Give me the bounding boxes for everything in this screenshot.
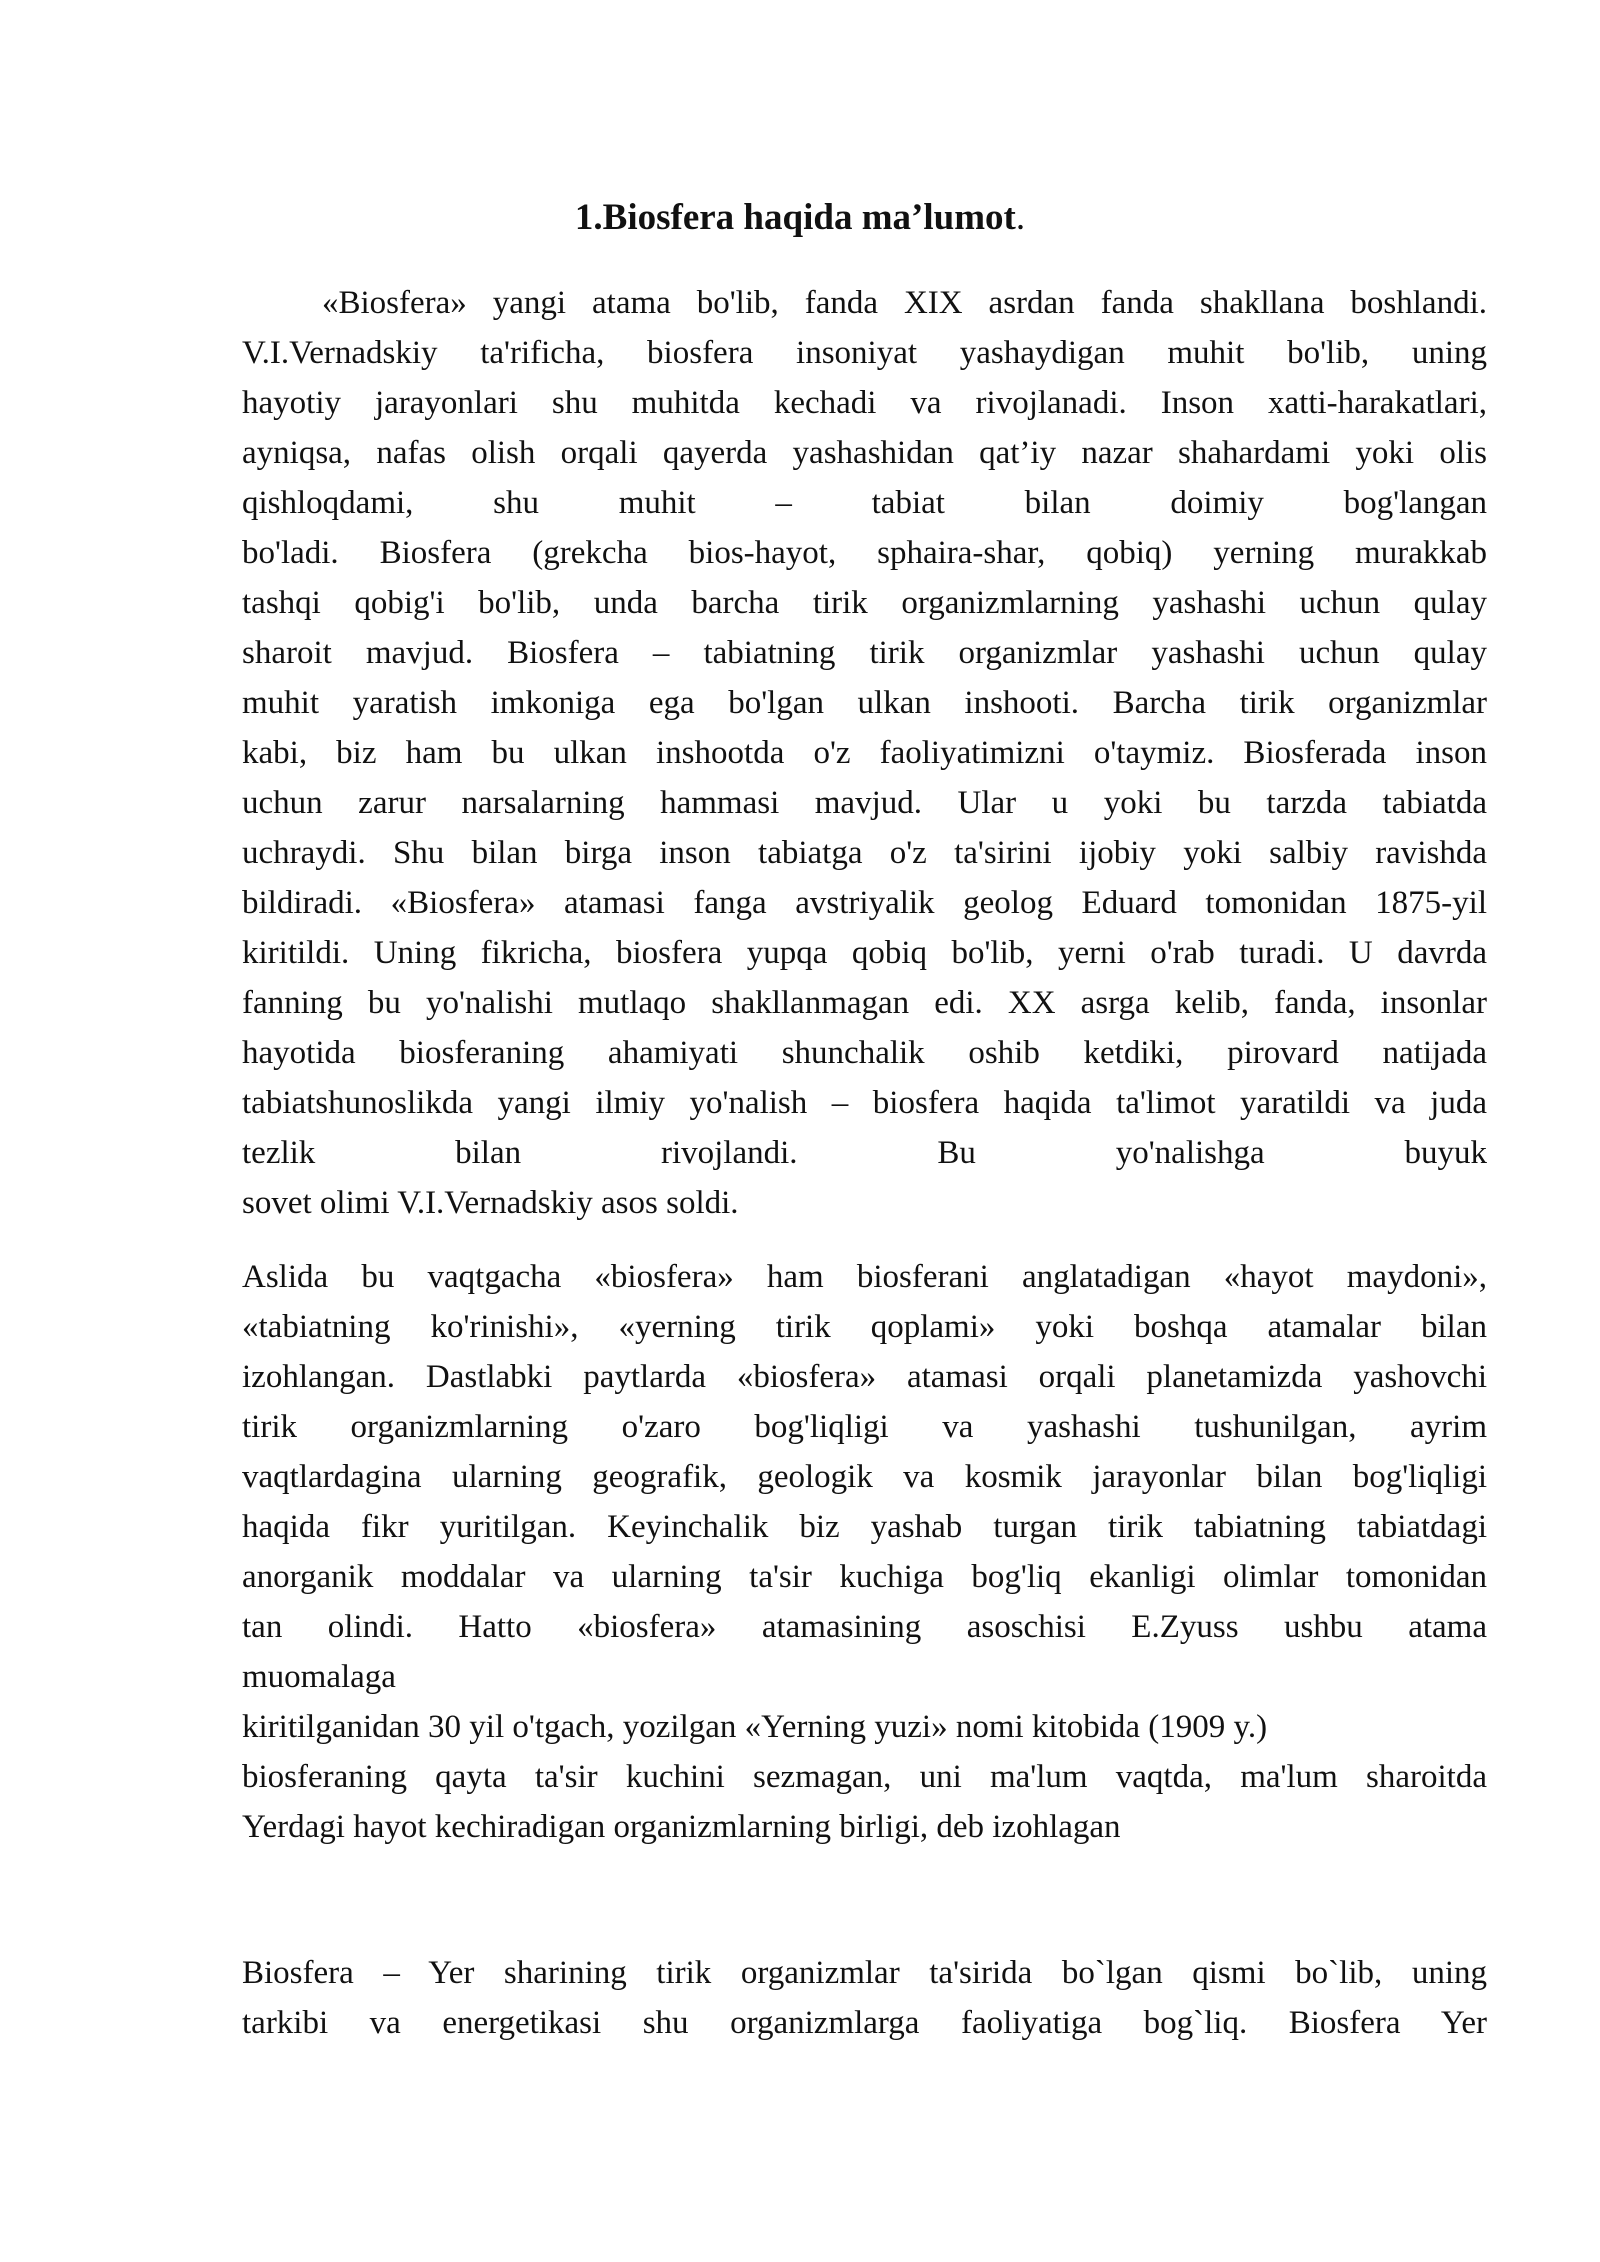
paragraph-line: tezlik bilan rivojlandi. Bu yo'nalishga buyuk	[242, 1135, 1487, 1171]
paragraph-line: tarkibi va energetikasi shu organizmlarga faoliyatiga bog`liq. Biosfera Yer	[242, 2005, 1487, 2041]
paragraph-line: uchun zarur narsalarning hammasi mavjud. Ular u yoki bu tarzda tabiatda	[242, 785, 1487, 821]
paragraph-line: tan olindi. Hatto «biosfera» atamasining asoschisi E.Zyuss ushbu atama	[242, 1609, 1487, 1645]
paragraph-line: tashqi qobig'i bo'lib, unda barcha tirik organizmlarning yashashi uchun qulay	[242, 585, 1487, 621]
paragraph-3	[242, 1948, 1487, 2048]
paragraph-line: kiritildi. Uning fikricha, biosfera yupqa qobiq bo'lib, yerni o'rab turadi. U davrda	[242, 935, 1487, 971]
paragraph-line: hayotida biosferaning ahamiyati shunchalik oshib ketdiki, pirovard natijada	[242, 1035, 1487, 1071]
paragraph-line: biosferaning qayta ta'sir kuchini sezmagan, uni ma'lum vaqtda, ma'lum sharoitda	[242, 1759, 1487, 1795]
paragraph-line: tabiatshunoslikda yangi ilmiy yo'nalish – biosfera haqida ta'limot yaratildi va juda	[242, 1085, 1487, 1121]
paragraph-1	[242, 278, 1487, 1228]
paragraph-line: Yerdagi hayot kechiradigan organizmlarning birligi, deb izohlagan	[242, 1809, 1121, 1845]
paragraph-line: «tabiatning ko'rinishi», «yerning tirik qoplami» yoki boshqa atamalar bilan	[242, 1309, 1487, 1345]
paragraph-line: V.I.Vernadskiy ta'rificha, biosfera insoniyat yashaydigan muhit bo'lib, uning	[242, 335, 1487, 371]
paragraph-line: tirik organizmlarning o'zaro bog'liqligi va yashashi tushunilgan, ayrim	[242, 1409, 1487, 1445]
paragraph-line: kiritilganidan 30 yil o'tgach, yozilgan «Yerning yuzi» nomi kitobida (1909 y.)	[242, 1709, 1268, 1745]
paragraph-line: Biosfera – Yer sharining tirik organizmlar ta'sirida bo`lgan qismi bo`lib, uning	[242, 1955, 1487, 1991]
paragraph-line: fanning bu yo'nalishi mutlaqo shakllanmagan edi. XX asrga kelib, fanda, insonlar	[242, 985, 1487, 1021]
paragraph-line: bildiradi. «Biosfera» atamasi fanga avstriyalik geolog Eduard tomonidan 1875-yil	[242, 885, 1487, 921]
paragraph-line: uchraydi. Shu bilan birga inson tabiatga o'z ta'sirini ijobiy yoki salbiy ravishda	[242, 835, 1487, 871]
document-title	[0, 194, 1600, 242]
paragraph-line: qishloqdami, shu muhit – tabiat bilan doimiy bog'langan	[242, 485, 1487, 521]
paragraph-line: ayniqsa, nafas olish orqali qayerda yashashidan qat’iy nazar shahardami yoki olis	[242, 435, 1487, 471]
paragraph-line: vaqtlardagina ularning geografik, geologik va kosmik jarayonlar bilan bog'liqligi	[242, 1459, 1487, 1495]
paragraph-line: Aslida bu vaqtgacha «biosfera» ham biosferani anglatadigan «hayot maydoni»,	[242, 1259, 1487, 1295]
paragraph-line: hayotiy jarayonlari shu muhitda kechadi va rivojlanadi. Inson xatti-harakatlari,	[242, 385, 1487, 421]
paragraph-line: anorganik moddalar va ularning ta'sir kuchiga bog'liq ekanligi olimlar tomonidan	[242, 1559, 1487, 1595]
title-text: 1.Biosfera haqida ma’lumot	[574, 197, 1016, 238]
paragraph-line: muomalaga	[242, 1659, 396, 1695]
paragraph-line: izohlangan. Dastlabki paytlarda «biosfera» atamasi orqali planetamizda yashovchi	[242, 1359, 1487, 1395]
paragraph-line: sovet olimi V.I.Vernadskiy asos soldi.	[242, 1185, 739, 1221]
paragraph-line: kabi, biz ham bu ulkan inshootda o'z faoliyatimizni o'taymiz. Biosferada inson	[242, 735, 1487, 771]
paragraph-line: sharoit mavjud. Biosfera – tabiatning tirik organizmlar yashashi uchun qulay	[242, 635, 1487, 671]
paragraph-line: haqida fikr yuritilgan. Keyinchalik biz yashab turgan tirik tabiatning tabiatdagi	[242, 1509, 1487, 1545]
paragraph-line: muhit yaratish imkoniga ega bo'lgan ulkan inshooti. Barcha tirik organizmlar	[242, 685, 1487, 721]
paragraph-line: «Biosfera» yangi atama bo'lib, fanda XIX asrdan fanda shakllana boshlandi.	[322, 285, 1487, 321]
paragraph-line: bo'ladi. Biosfera (grekcha bios-hayot, sphaira-shar, qobiq) yerning murakkab	[242, 535, 1487, 571]
title-dot: .	[1015, 197, 1026, 238]
paragraph-2	[242, 1252, 1487, 1852]
